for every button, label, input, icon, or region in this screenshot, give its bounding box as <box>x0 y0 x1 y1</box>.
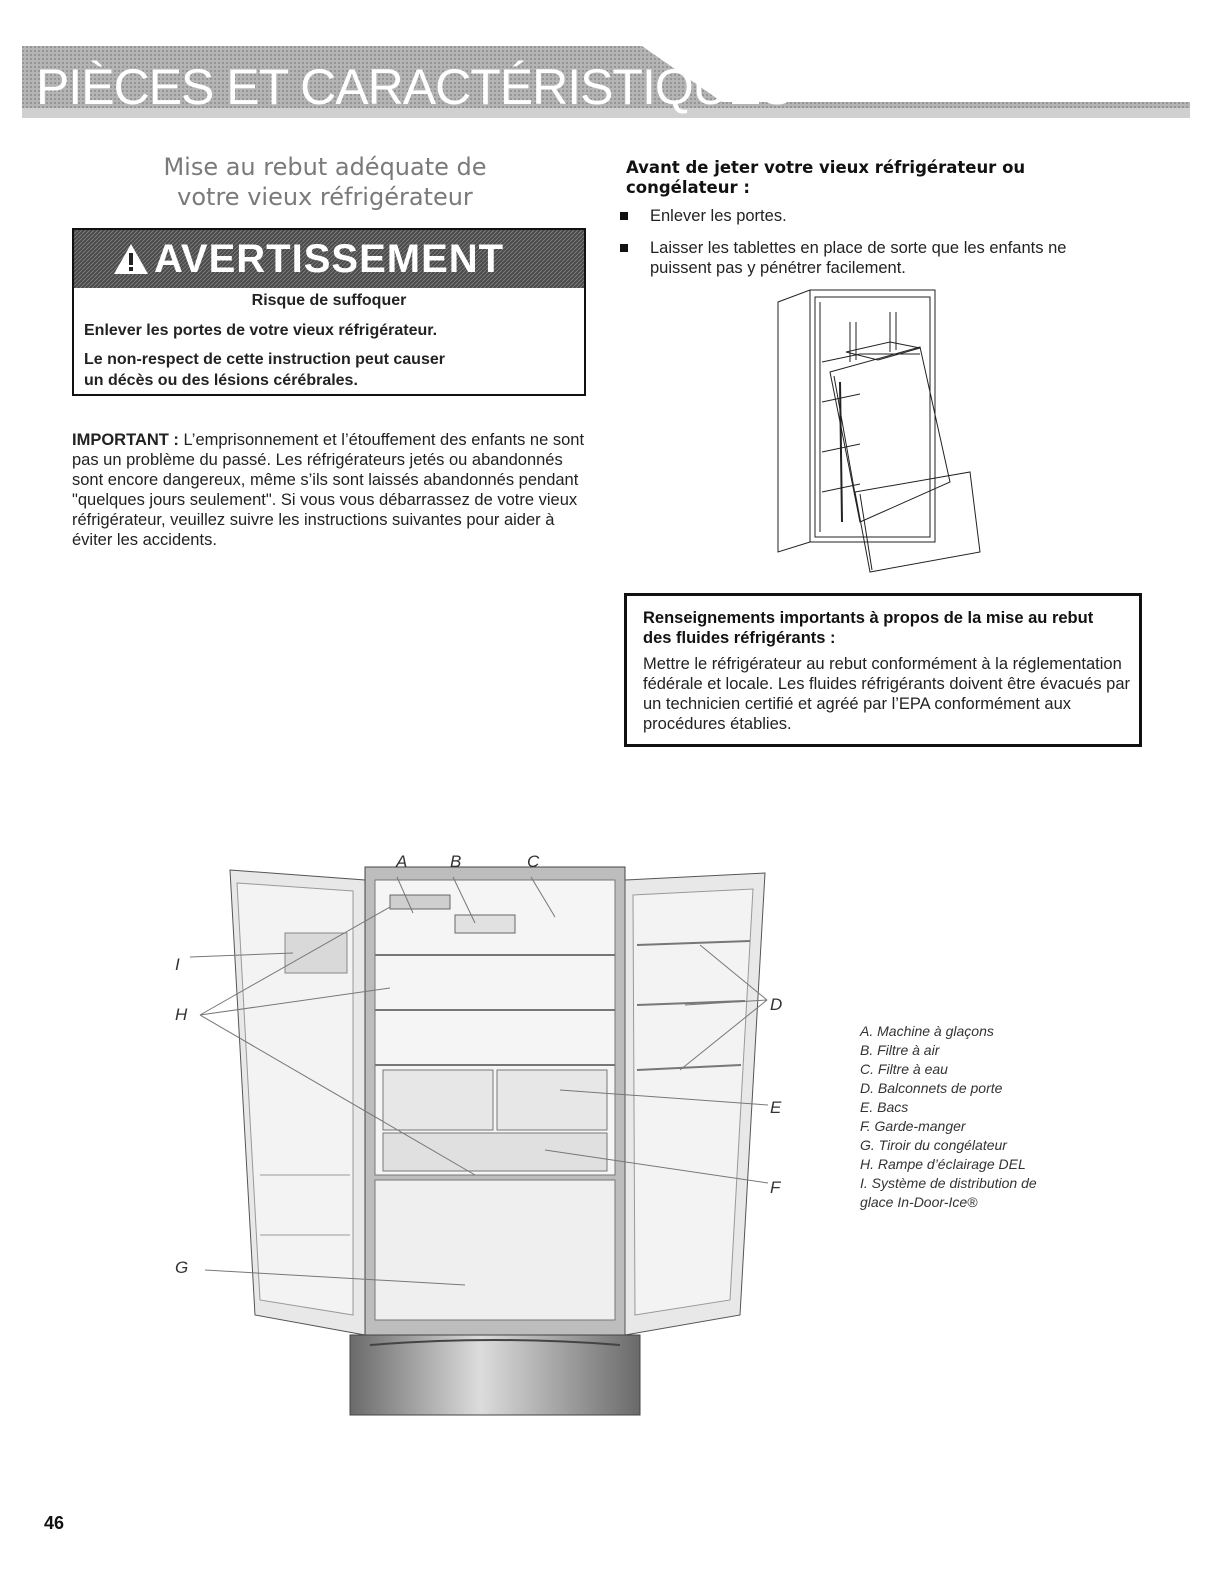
bullet-text: Enlever les portes. <box>650 207 787 225</box>
parts-legend <box>860 1022 1060 1212</box>
diagram-label-g: G <box>175 1258 189 1277</box>
warning-subtitle: Risque de suffoquer <box>251 292 407 309</box>
warning-triangle-icon <box>112 242 150 276</box>
diagram-label-e: E <box>770 1098 782 1117</box>
diagram-label-b: B <box>450 852 462 871</box>
fridge-doors-removed-illustration <box>760 282 990 582</box>
diagram-label-h: H <box>175 1005 188 1024</box>
page-number: 46 <box>44 1513 65 1533</box>
legend-item: A. Machine à glaçons <box>860 1023 994 1039</box>
refrigerant-info-title: Renseignements importants à propos de la mise au rebut des fluides réfrigérants : <box>643 609 1094 647</box>
diagram-label-a: A <box>396 852 408 871</box>
section-title-line-1: Mise au rebut adéquate de <box>163 153 487 181</box>
diagram-label-f: F <box>770 1178 781 1197</box>
legend-item: E. Bacs <box>860 1099 909 1115</box>
legend-item: H. Rampe d’éclairage DEL <box>860 1156 1026 1172</box>
refrigerant-info-body: Mettre le réfrigérateur au rebut conformément à la réglementation fédérale et locale. Les fluides réfrigérants doivent être évacués par un technicien certifié et agréé par l’EPA conformément aux procédures établies. <box>643 655 1131 733</box>
legend-item: F. Garde-manger <box>860 1118 966 1134</box>
warning-instruction: Enlever les portes de votre vieux réfrigérateur. <box>84 322 438 339</box>
legend-item: G. Tiroir du congélateur <box>860 1137 1007 1153</box>
section-title-line-2: votre vieux réfrigérateur <box>177 183 473 211</box>
bullet-square-icon <box>620 212 628 220</box>
bullet-item <box>620 206 1120 228</box>
legend-item: C. Filtre à eau <box>860 1061 948 1077</box>
warning-consequence-line-1: Le non-respect de cette instruction peut causer <box>84 351 445 368</box>
disposal-heading: Avant de jeter votre vieux réfrigérateur ou congélateur : <box>626 158 1026 197</box>
diagram-label-d: D <box>770 995 783 1014</box>
diagram-label-i: I <box>175 955 180 974</box>
section-title <box>110 152 540 212</box>
refrigerator-parts-photo <box>175 845 815 1435</box>
important-text: L’emprisonnement et l’étouffement des enfants ne sont pas un problème du passé. Les réfrigérateurs jetés ou abandonnés sont encore dangereux, même s’ils sont laissés abandonnés pendant "quelques jours seulement". Si vous vous débarrassez de votre vieux réfrigérateur, veuillez suivre les instructions suivantes pour aider à éviter les accidents. <box>72 431 585 549</box>
important-paragraph <box>72 430 592 550</box>
warning-title: AVERTISSEMENT <box>154 237 505 281</box>
bullet-square-icon <box>620 244 628 252</box>
bullet-item <box>620 238 1120 282</box>
warning-box <box>72 228 586 396</box>
legend-item: B. Filtre à air <box>860 1042 940 1058</box>
refrigerant-info-box <box>624 593 1142 747</box>
diagram-label-c: C <box>527 852 540 871</box>
legend-item: I. Système de distribution de glace In-Door-Ice® <box>860 1175 1037 1210</box>
warning-consequence-line-2: un décès ou des lésions cérébrales. <box>84 372 358 389</box>
page-header-title: PIÈCES ET CARACTÉRISTIQUES <box>36 59 793 115</box>
legend-item: D. Balconnets de porte <box>860 1080 1003 1096</box>
bullet-text: Laisser les tablettes en place de sorte que les enfants ne puissent pas y pénétrer facilement. <box>650 239 1067 277</box>
important-label: IMPORTANT : <box>72 431 179 449</box>
